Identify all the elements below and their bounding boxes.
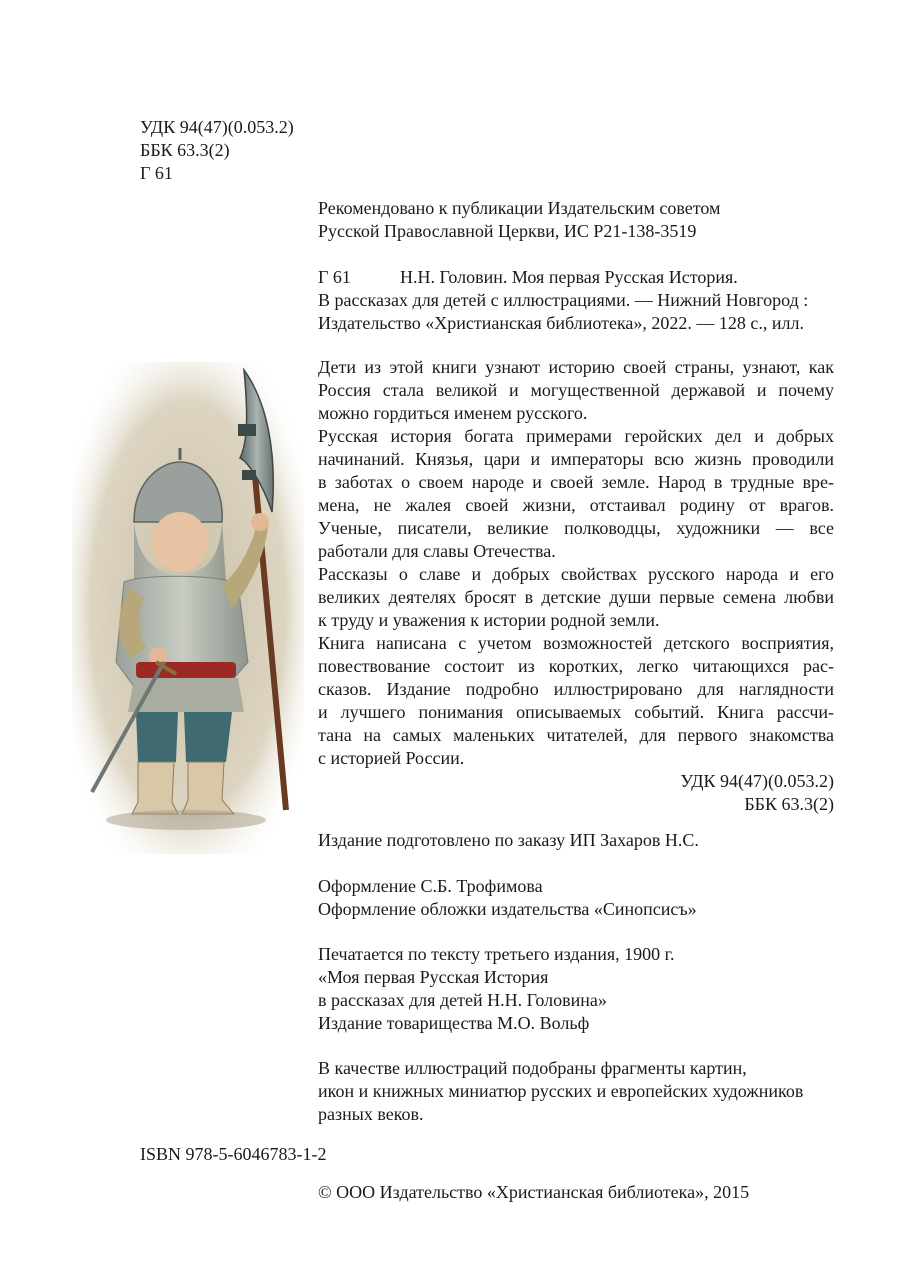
annotation-line: повествование состоит из коротких, легко читающихся рас- xyxy=(318,656,834,676)
biblio-line: Издательство «Христианская библиотека», 2022. — 128 с., илл. xyxy=(318,313,804,333)
annotation xyxy=(318,356,834,816)
illustrations-note xyxy=(318,1057,834,1126)
design-line: Оформление обложки издательства «Синопсисъ» xyxy=(318,899,697,919)
trousers-left xyxy=(136,712,178,762)
illustrations-line: В качестве иллюстраций подобраны фрагменты картин, xyxy=(318,1058,747,1078)
annotation-line: можно гордиться именем русского. xyxy=(318,403,588,423)
biblio-first-line xyxy=(318,266,834,289)
recommendation-line: Рекомендовано к публикации Издательским советом xyxy=(318,198,721,218)
author-mark: Г 61 xyxy=(140,163,173,183)
annotation-line: тана на самых маленьких читателей, для первого знакомства xyxy=(318,725,834,745)
annotation-line: и лучшего понимания описываемых событий. Книга рассчи- xyxy=(318,702,834,722)
hand-right xyxy=(251,513,269,531)
bibliographic-record xyxy=(318,266,834,335)
face xyxy=(152,512,208,572)
boot-left xyxy=(132,762,178,814)
recommendation-block xyxy=(318,197,834,243)
copyright: © ООО Издательство «Христианская библиотека», 2015 xyxy=(318,1182,750,1202)
source-line: в рассказах для детей Н.Н. Головина» xyxy=(318,990,607,1010)
annotation-bbk: ББК 63.3(2) xyxy=(744,794,834,814)
classification-codes xyxy=(140,116,294,185)
annotation-line: начинаний. Князья, цари и императоры всю жизнь проводили xyxy=(318,449,834,469)
recommendation-line: Русской Православной Церкви, ИС Р21-138-3519 xyxy=(318,221,697,241)
red-sash xyxy=(136,662,236,678)
annotation-line: работали для славы Отечества. xyxy=(318,541,556,561)
annotation-line: сказов. Издание подробно иллюстрировано для наглядности xyxy=(318,679,834,699)
isbn: ISBN 978-5-6046783-1-2 xyxy=(140,1144,327,1164)
annotation-line: Русская история богата примерами геройских дел и добрых xyxy=(318,426,834,446)
annotation-line: Книга написана с учетом возможностей детского восприятия, xyxy=(318,633,834,653)
ground-shadow xyxy=(106,810,266,830)
design-line: Оформление С.Б. Трофимова xyxy=(318,876,543,896)
annotation-line: Рассказы о славе и добрых свойствах русского народа и его xyxy=(318,564,834,584)
halberd-collar-lower xyxy=(242,470,256,480)
biblio-title: Н.Н. Головин. Моя первая Русская История. xyxy=(400,267,738,287)
annotation-line: Ученые, писатели, великие полководцы, художники — все xyxy=(318,518,834,538)
annotation-line: к труду и уважения к истории родной земли. xyxy=(318,610,660,630)
warrior-child-illustration xyxy=(72,362,304,854)
order-note xyxy=(318,829,834,852)
annotation-line: в заботах о своем народе и своей земле. Народ в трудные вре- xyxy=(318,472,834,492)
source-edition xyxy=(318,943,834,1035)
design-credits xyxy=(318,875,834,921)
halberd-collar xyxy=(238,424,256,436)
illustrations-line: икон и книжных миниатюр русских и европейских художников xyxy=(318,1081,804,1101)
biblio-author-mark: Г 61 xyxy=(318,267,351,287)
bbk-code: ББК 63.3(2) xyxy=(140,140,230,160)
biblio-line: В рассказах для детей с иллюстрациями. — Нижний Новгород : xyxy=(318,290,809,310)
annotation-line: Россия стала великой и могущественной державой и почему xyxy=(318,380,834,400)
source-line: «Моя первая Русская История xyxy=(318,967,549,987)
annotation-line: Дети из этой книги узнают историю своей страны, узнают, как xyxy=(318,357,834,377)
udk-code: УДК 94(47)(0.053.2) xyxy=(140,117,294,137)
order-line: Издание подготовлено по заказу ИП Захаров Н.С. xyxy=(318,830,699,850)
annotation-udk: УДК 94(47)(0.053.2) xyxy=(680,771,834,791)
source-line: Печатается по тексту третьего издания, 1900 г. xyxy=(318,944,675,964)
source-line: Издание товарищества М.О. Вольф xyxy=(318,1013,590,1033)
illustrations-line: разных веков. xyxy=(318,1104,424,1124)
annotation-line: мена, не жалея своей жизни, отстаивал родину от врагов. xyxy=(318,495,834,515)
annotation-line: с историей России. xyxy=(318,748,465,768)
annotation-line: великих деятелях бросят в детские души первые семена любви xyxy=(318,587,834,607)
trousers-right xyxy=(184,712,232,762)
